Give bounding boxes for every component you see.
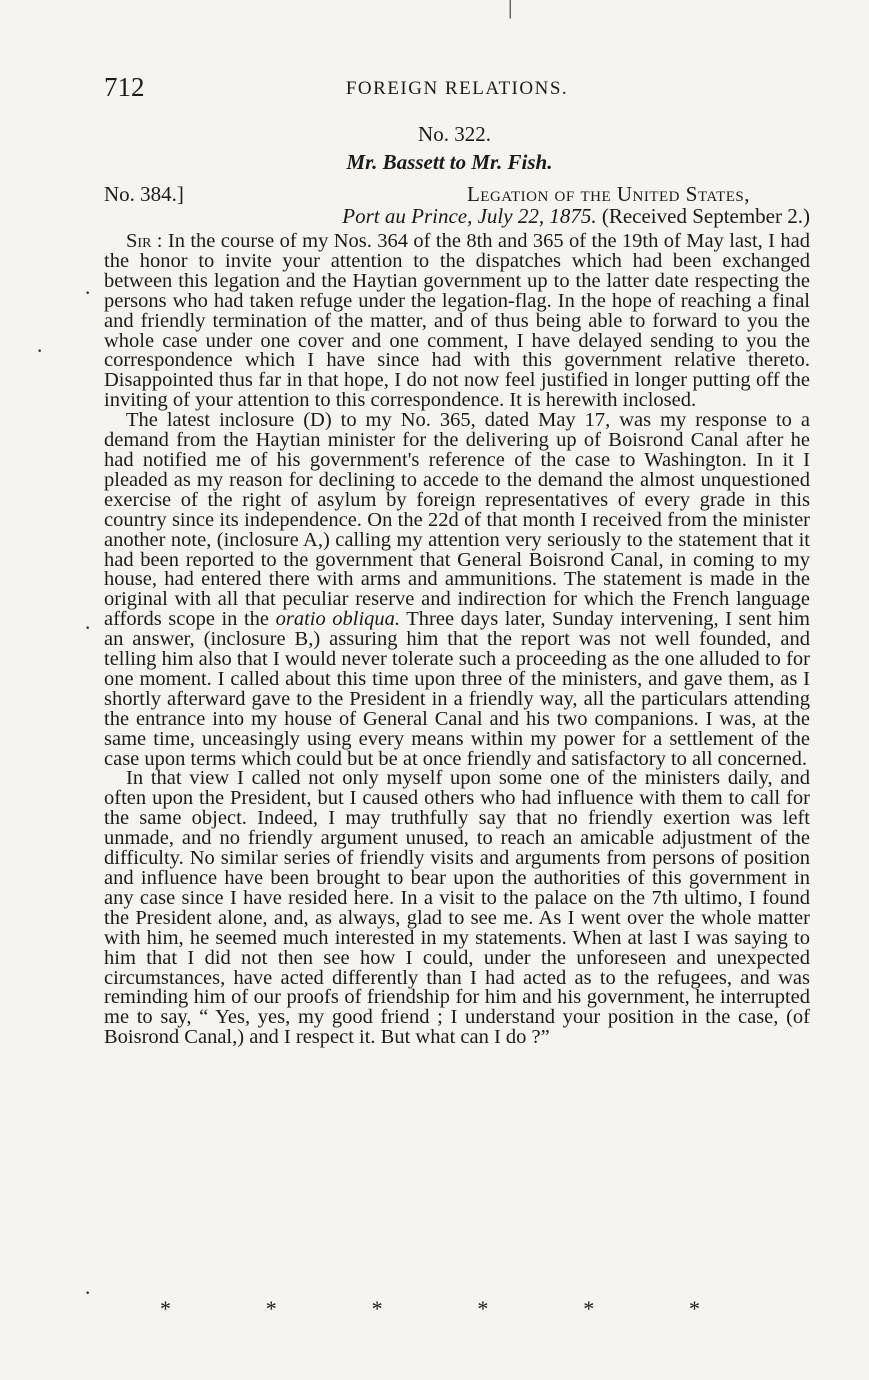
place-date-line bbox=[104, 204, 810, 229]
paragraph-3 bbox=[104, 769, 810, 1048]
star: * bbox=[477, 1296, 489, 1321]
page-header bbox=[104, 72, 810, 106]
star: * bbox=[265, 1296, 277, 1321]
paragraph-3-text: In that view I called not only myself upon some one of the ministers daily, and often upon the President, but I caused others who had influence with them to call for the same object. Indeed, I may truthfully say that no friendly exertion was left unmade, and no friendly argument unused, to reach an amicable adjustment of the difficulty. No similar series of friendly visits and arguments from persons of position and influence have been brought to bear upon the authorities of this government in any case since I have resided here. In a visit to the palace on the 7th ultimo, I found the President alone, and, as always, glad to see me. As I went over the whole matter with him, he seemed much interested in my statements. When at last I was saying to him that I did not then see how I could, under the unforeseen and unexpected circumstances, have acted differently than I had acted as to the refugees, and was reminding him of our proofs of friendship for him and his government, he interrupted me to say, “ Yes, yes, my good friend ; I understand your position in the case, (of Boisrond Canal,) and I respect it. But what can I do ?” bbox=[104, 767, 810, 1049]
paragraph-2-text-a: The latest inclosure (D) to my No. 365, dated May 17, was my response to a demand from the Haytian minister for the delivering up of Boisrond Canal after he had notified me of his government's reference of the case to Washington. In it I pleaded as my reason for declining to accede to the demand the almost unquestioned exercise of the right of asylum by foreign representatives of every grade in this country since its independence. On the 22d of that month I received from the minister another note, (inclosure A,) calling my attention very seriously to the statement that it had been reported to the government that General Boisrond Canal, in coming to my house, had entered there with arms and ammunitions. The statement is made in the original with all that peculiar reserve and indirection for which the French language affords scope in the bbox=[104, 409, 810, 631]
received-date: (Received September 2.) bbox=[601, 204, 810, 228]
document-number: No. 322. bbox=[418, 122, 491, 146]
dispatch-number: No. 384.] bbox=[104, 182, 184, 206]
scan-dot: · bbox=[84, 1280, 92, 1305]
document-title: Mr. Bassett to Mr. Fish. bbox=[346, 150, 553, 174]
star: * bbox=[371, 1296, 383, 1321]
running-head: FOREIGN RELATIONS. bbox=[345, 78, 569, 99]
scan-dot: · bbox=[84, 615, 92, 640]
star: * bbox=[688, 1296, 700, 1321]
place-date: Port au Prince, July 22, 1875. bbox=[342, 204, 597, 228]
paragraph-1-text: : In the course of my Nos. 364 of the 8th and 365 of the 19th of May last, I had the honor to invite your attention to the dispatches which had been exchanged between this legation and the Haytian government up to the latter date respecting the persons who had taken refuge under the legation-flag. In the hope of reaching a final and friendly termination of the matter, and of thus being able to forward to you the whole case under one cover and one comment, I have delayed sending to you the correspondence which I have since had with this government relative thereto. Disappointed thus far in that hope, I do not now feel justified in longer putting off the inviting of your attention to this correspondence. It is herewith inclosed. bbox=[104, 230, 810, 412]
scan-dot: · bbox=[84, 280, 92, 305]
salutation: Sir bbox=[126, 230, 152, 252]
paragraph-2 bbox=[104, 411, 810, 769]
star: * bbox=[583, 1296, 595, 1321]
paragraph-2-italic: oratio obliqua. bbox=[275, 608, 401, 631]
paragraph-2-text-b: Three days later, Sunday intervening, I sent him an answer, (inclosure B,) assuring him that the report was not well founded, and telling him also that I would never tolerate such a proceeding as the one alluded to for one moment. I called about this time upon three of the ministers, and gave them, as I shortly afterward gave to the President in a friendly way, all the particulars attending the entrance into my house of General Canal and his two companions. I was, at the same time, unceasingly using every means within my power for a settlement of the case upon terms which could but be at once friendly and satisfactory to all concerned. bbox=[104, 608, 811, 770]
scan-dot: · bbox=[36, 338, 44, 363]
paragraph-1 bbox=[104, 232, 810, 411]
page-number: 712 bbox=[104, 72, 145, 102]
legation-heading: Legation of the United States, bbox=[466, 182, 750, 206]
letter-body bbox=[104, 232, 810, 1048]
scan-mark: | bbox=[508, 0, 513, 19]
ellipsis-stars bbox=[160, 1296, 700, 1322]
star: * bbox=[160, 1296, 171, 1321]
